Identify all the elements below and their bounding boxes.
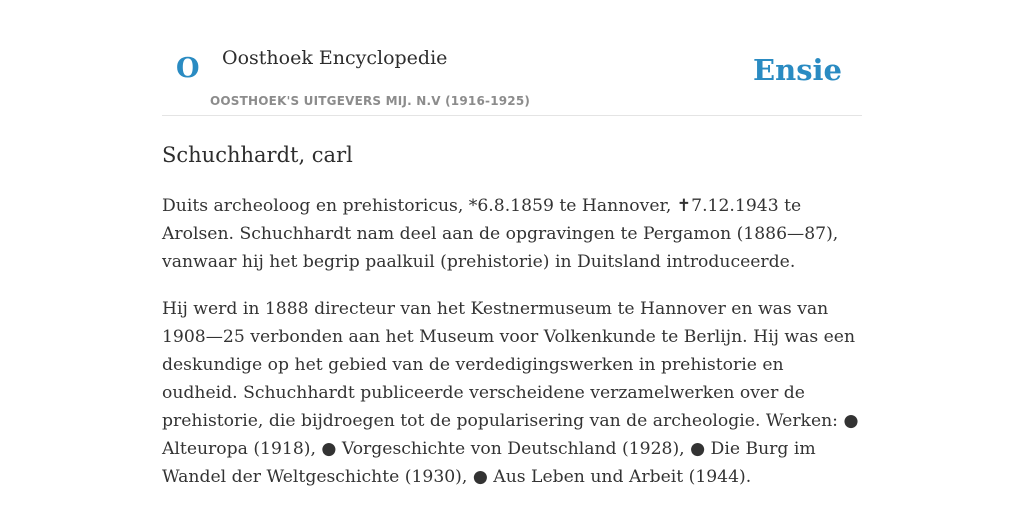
- ensie-logo[interactable]: Ensie: [753, 53, 842, 87]
- oosthoek-logo[interactable]: O: [176, 53, 200, 84]
- entry-paragraph: Hij werd in 1888 directeur van het Kestnermuseum te Hannover en was van 1908—25 verbonden aan het Museum voor Volkenkunde te Berlijn. Hij was een deskundige op het gebied van de verdedigingswerken in prehistorie en oudheid. Schuchhardt publiceerde verscheidene verzamelwerken over de prehistorie, die bijdroegen tot de popularisering van de archeologie. Werken: ● Alteuropa (1918), ● Vorgeschichte von Deutschland (1928), ● Die Burg im Wandel der Weltgeschichte (1930), ● Aus Leben und Arbeit (1944).: [162, 299, 859, 487]
- entry-content: [162, 140, 862, 491]
- site-header: [162, 40, 862, 116]
- entry-paragraph: Duits archeoloog en prehistoricus, *6.8.1859 te Hannover, ✝7.12.1943 te Arolsen. Schuchhardt nam deel aan de opgravingen te Pergamon (1886—87), vanwaar hij het begrip paalkuil (prehistorie) in Duitsland introduceerde.: [162, 196, 839, 272]
- publisher-label: OOSTHOEK'S UITGEVERS MIJ. N.V (1916-1925): [210, 94, 531, 108]
- entry-title: Schuchhardt, carl: [162, 143, 353, 167]
- book-title-link[interactable]: Oosthoek Encyclopedie: [222, 47, 448, 69]
